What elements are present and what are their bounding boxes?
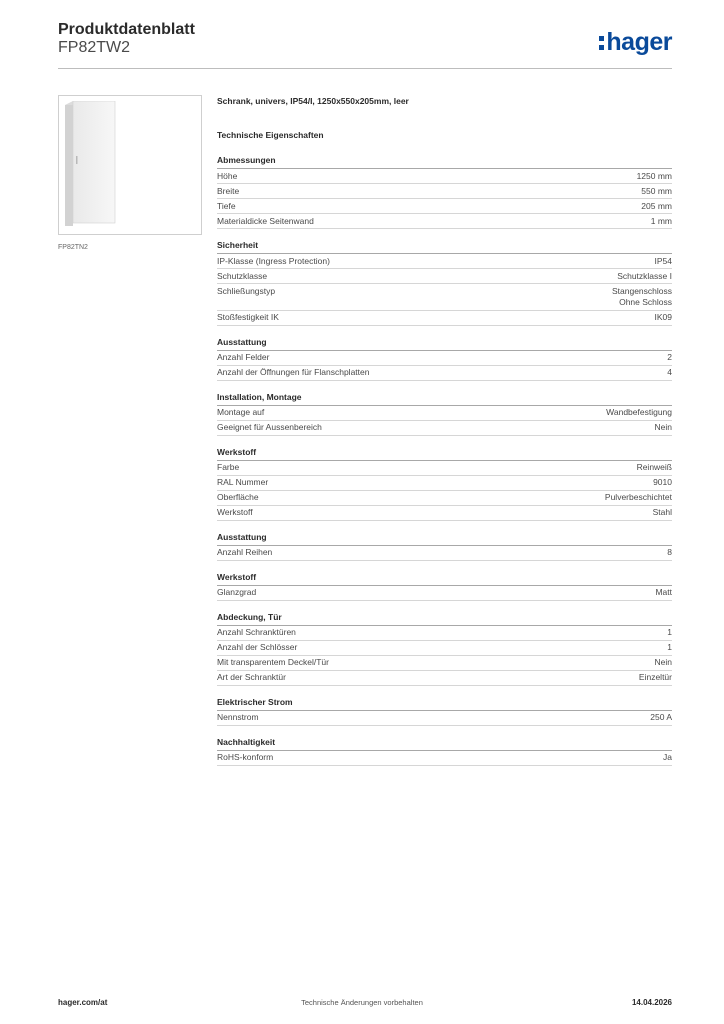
section-title: Nachhaltigkeit [217, 737, 672, 751]
spec-row [217, 199, 672, 214]
spec-label: Anzahl Felder [217, 352, 270, 362]
spec-label: Glanzgrad [217, 587, 257, 597]
spec-label: Farbe [217, 462, 240, 472]
spec-section [217, 155, 672, 229]
spec-value-group [606, 407, 672, 419]
spec-row [217, 711, 672, 726]
product-code: FP82TW2 [58, 39, 131, 56]
spec-value: 1 [667, 627, 672, 637]
spec-row [217, 184, 672, 199]
spec-section [217, 737, 672, 766]
spec-label: Breite [217, 185, 240, 196]
section-title: Ausstattung [217, 337, 672, 351]
spec-value-group [641, 186, 672, 198]
footer-date: 14.04.2026 [631, 998, 672, 1007]
spec-section [217, 532, 672, 561]
spec-label: Anzahl der Öffnungen für Flanschplatten [217, 367, 370, 377]
spec-value-group [605, 492, 672, 504]
footer-website[interactable]: hager.com/at [58, 998, 108, 1007]
spec-value: IP54 [654, 255, 672, 266]
spec-value: Stangenschloss [611, 285, 672, 296]
spec-value: 4 [667, 367, 672, 377]
spec-value-group [655, 587, 672, 599]
spec-label: Schließungstyp [217, 285, 276, 296]
spec-value: Nein [654, 657, 672, 667]
product-image [58, 95, 202, 235]
spec-section [217, 572, 672, 601]
section-title: Ausstattung [217, 532, 672, 546]
product-title: Schrank, univers, IP54/I, 1250x550x205mm, leer [217, 96, 409, 106]
spec-label: Nennstrom [217, 712, 259, 722]
spec-value-group [637, 462, 672, 474]
spec-value-group [667, 547, 672, 559]
spec-label: RAL Nummer [217, 477, 269, 487]
spec-label: RoHS-konform [217, 752, 274, 762]
spec-value: IK09 [654, 312, 672, 322]
spec-label: Anzahl Schranktüren [217, 627, 296, 637]
spec-value-group [655, 422, 672, 434]
image-caption: FP82TN2 [58, 244, 88, 251]
hager-logo [599, 28, 672, 57]
spec-value-group [639, 672, 672, 684]
spec-value: Ohne Schloss [619, 297, 672, 307]
spec-label: Oberfläche [217, 492, 259, 502]
spec-value-group [650, 712, 672, 724]
spec-value: 1250 mm [636, 170, 672, 181]
spec-label: Anzahl Reihen [217, 547, 273, 557]
spec-row [217, 751, 672, 766]
spec-value-group [655, 657, 672, 669]
spec-value: Stahl [652, 507, 672, 517]
section-title: Elektrischer Strom [217, 697, 672, 711]
spec-row [217, 284, 672, 311]
spec-value: Pulverbeschichtet [604, 492, 672, 502]
spec-row [217, 641, 672, 656]
spec-row [217, 311, 672, 326]
spec-value: Schutzklasse I [617, 270, 672, 281]
section-title: Sicherheit [217, 240, 672, 254]
spec-value-group [655, 256, 673, 268]
spec-value-group [667, 627, 672, 639]
spec-value-group [667, 642, 672, 654]
spec-value: 2 [667, 352, 672, 362]
spec-value-group [653, 477, 672, 489]
spec-value-group [641, 201, 672, 213]
spec-value-group [637, 171, 672, 183]
spec-row [217, 169, 672, 184]
spec-row [217, 671, 672, 686]
tech-heading: Technische Eigenschaften [217, 130, 324, 140]
spec-value: 250 A [650, 712, 672, 722]
spec-row [217, 626, 672, 641]
spec-sections [217, 155, 672, 766]
spec-row [217, 421, 672, 436]
footer-note: Technische Änderungen vorbehalten [301, 998, 423, 1007]
spec-row [217, 546, 672, 561]
spec-value: 1 [667, 642, 672, 652]
spec-label: Materialdicke Seitenwand [217, 215, 314, 226]
logo-dots-icon [599, 34, 604, 52]
spec-row [217, 476, 672, 491]
spec-label: Geeignet für Aussenbereich [217, 422, 322, 432]
spec-row [217, 406, 672, 421]
section-title: Werkstoff [217, 572, 672, 586]
spec-row [217, 506, 672, 521]
spec-value: 550 mm [641, 185, 672, 196]
spec-row [217, 586, 672, 601]
spec-value-group [612, 286, 672, 309]
spec-section [217, 697, 672, 726]
spec-value-group [667, 352, 672, 364]
spec-label: Art der Schranktür [217, 672, 286, 682]
spec-label: Montage auf [217, 407, 265, 417]
spec-section [217, 612, 672, 686]
spec-label: Anzahl der Schlösser [217, 642, 298, 652]
header-divider [58, 68, 672, 69]
spec-value: Einzeltür [638, 672, 672, 682]
spec-row [217, 461, 672, 476]
spec-value-group [655, 312, 673, 324]
spec-value: Wandbefestigung [606, 407, 672, 417]
section-title: Werkstoff [217, 447, 672, 461]
specs-content [217, 96, 672, 766]
logo-text: hager [606, 28, 672, 56]
spec-label: Tiefe [217, 200, 236, 211]
spec-label: Stoßfestigkeit IK [217, 312, 279, 322]
spec-value-group [651, 216, 672, 228]
spec-value-group [617, 271, 672, 283]
spec-section [217, 447, 672, 521]
spec-label: IP-Klasse (Ingress Protection) [217, 255, 330, 266]
spec-value-group [653, 507, 672, 519]
page-title: Produktdatenblatt [58, 21, 195, 38]
spec-label: Mit transparentem Deckel/Tür [217, 657, 329, 667]
spec-row [217, 656, 672, 671]
spec-row [217, 366, 672, 381]
spec-value: Reinweiß [636, 462, 672, 472]
spec-value: 8 [667, 547, 672, 557]
spec-row [217, 269, 672, 284]
spec-row [217, 491, 672, 506]
spec-section [217, 337, 672, 381]
spec-row [217, 214, 672, 229]
spec-value: 205 mm [641, 200, 672, 211]
spec-row [217, 254, 672, 269]
spec-value-group [663, 752, 672, 764]
spec-label: Schutzklasse [217, 270, 268, 281]
spec-value: Matt [655, 587, 672, 597]
section-title: Abdeckung, Tür [217, 612, 672, 626]
spec-value: Ja [663, 752, 672, 762]
spec-section [217, 240, 672, 326]
section-title: Installation, Montage [217, 392, 672, 406]
cabinet-image-icon [61, 101, 116, 226]
spec-value-group [667, 367, 672, 379]
spec-row [217, 351, 672, 366]
spec-label: Werkstoff [217, 507, 253, 517]
spec-value: 9010 [653, 477, 672, 487]
spec-section [217, 392, 672, 436]
spec-value: Nein [654, 422, 672, 432]
spec-value: 1 mm [650, 215, 672, 226]
spec-label: Höhe [217, 170, 238, 181]
section-title: Abmessungen [217, 155, 672, 169]
